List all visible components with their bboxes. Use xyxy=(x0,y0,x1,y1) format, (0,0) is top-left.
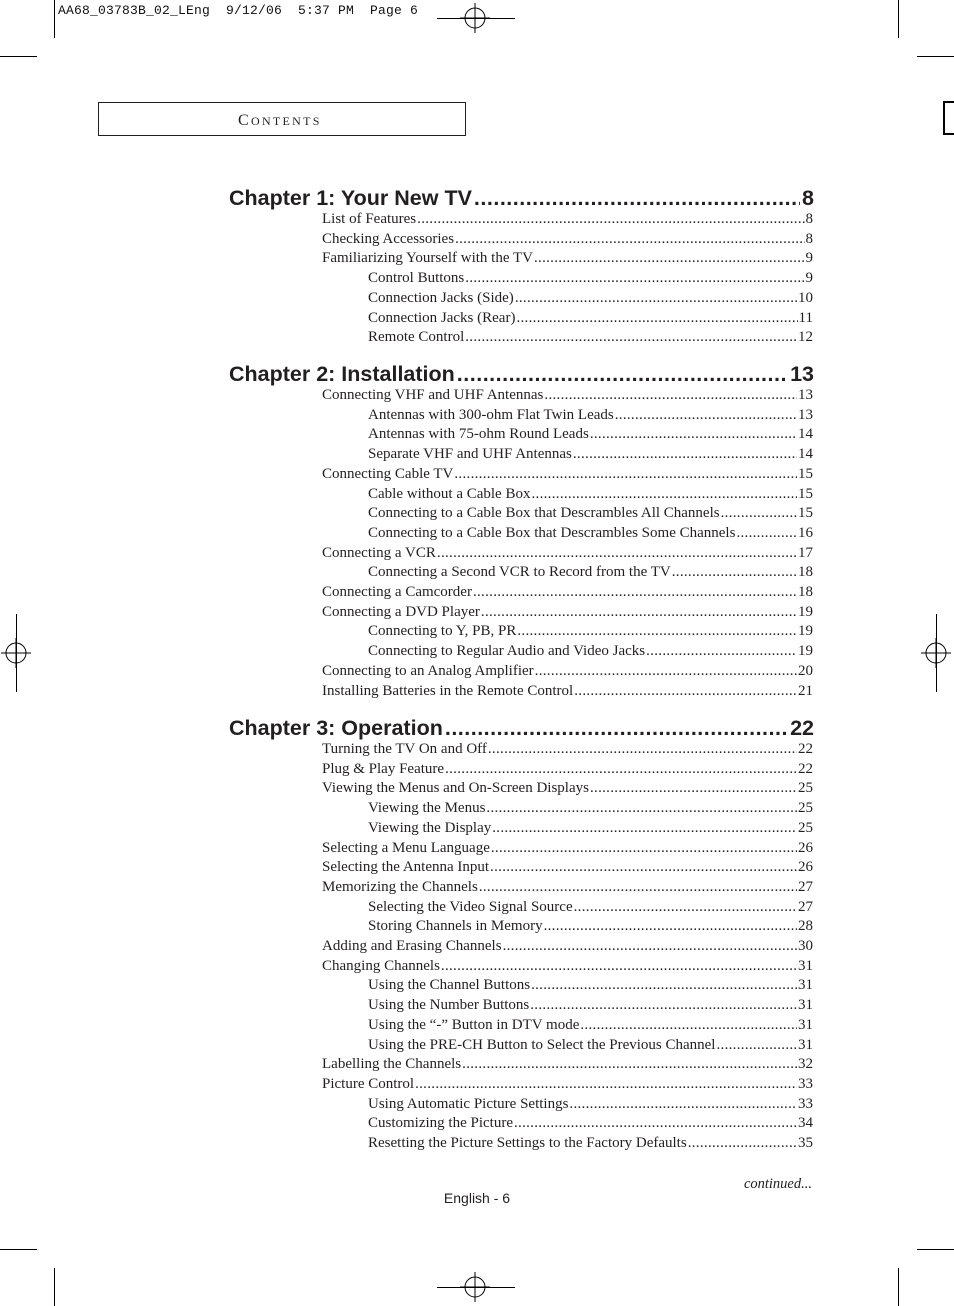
toc-entry-page: 19 xyxy=(798,643,813,660)
toc-entry xyxy=(368,405,813,424)
toc-entry-page: 15 xyxy=(798,485,813,502)
dot-leader xyxy=(569,1096,797,1113)
dot-leader xyxy=(514,1115,797,1132)
toc-entry xyxy=(322,582,813,601)
dot-leader xyxy=(672,564,797,581)
toc-entry-page: 27 xyxy=(798,898,813,915)
dot-leader xyxy=(488,741,797,758)
dot-leader xyxy=(457,362,788,387)
toc-entry-title: Connecting to a Cable Box that Descrambles Some Channels xyxy=(368,524,736,541)
crop-mark xyxy=(0,56,37,57)
crop-mark xyxy=(0,1249,37,1250)
toc-entry-page: 18 xyxy=(798,564,813,581)
toc-entry xyxy=(368,327,813,346)
toc-entry-title: Connecting Cable TV xyxy=(322,465,454,482)
dot-leader xyxy=(590,426,797,443)
chapter-title: Chapter 2: Installation xyxy=(229,362,455,386)
chapter-title: Chapter 3: Operation xyxy=(229,716,443,740)
dot-leader xyxy=(454,466,797,483)
toc-entry xyxy=(368,975,813,994)
toc-entry xyxy=(322,543,813,562)
dot-leader xyxy=(688,1135,797,1152)
toc-entry-title: Installing Batteries in the Remote Control xyxy=(322,682,574,699)
toc-entry-title: Resetting the Picture Settings to the Factory Defaults xyxy=(368,1135,687,1151)
toc-entry-title: Connecting a Camcorder xyxy=(322,584,472,600)
toc-entry xyxy=(322,936,813,955)
dot-leader xyxy=(491,840,797,857)
chapter-page: 8 xyxy=(802,186,814,210)
toc-entry-page: 31 xyxy=(798,1016,813,1033)
toc-entry-page: 20 xyxy=(798,662,813,679)
toc-entry xyxy=(322,602,813,621)
toc-entry-title: Using the Number Buttons xyxy=(368,997,530,1014)
toc-entry xyxy=(368,1133,813,1152)
toc-entry-page: 9 xyxy=(805,270,813,287)
toc-entry-title: Using the Channel Buttons xyxy=(368,977,531,994)
toc-entry-page: 31 xyxy=(798,977,813,994)
toc-entry-title: Connecting VHF and UHF Antennas xyxy=(322,387,544,403)
toc-entry-page: 35 xyxy=(798,1135,813,1151)
page-footer: English - 6 xyxy=(443,1190,511,1206)
chapter-heading xyxy=(229,715,814,741)
dot-leader xyxy=(580,1017,797,1034)
toc-entry-title: Connection Jacks (Rear) xyxy=(368,309,516,326)
toc-entry-title: Viewing the Menus xyxy=(368,800,486,817)
dot-leader xyxy=(515,290,797,307)
toc-entry-title: Viewing the Menus and On-Screen Displays xyxy=(322,780,589,797)
dot-leader xyxy=(534,250,805,267)
toc-entry-title: Checking Accessories xyxy=(322,230,455,247)
toc-entry-title: Separate VHF and UHF Antennas xyxy=(368,446,572,463)
toc-entry-page: 32 xyxy=(798,1056,813,1073)
toc-entry-title: Control Buttons xyxy=(368,270,465,287)
dot-leader xyxy=(531,977,797,994)
toc-entry-page: 25 xyxy=(798,819,813,836)
toc-entry-title: Changing Channels xyxy=(322,957,440,974)
dot-leader xyxy=(445,761,797,778)
dot-leader xyxy=(517,623,797,640)
dot-leader xyxy=(473,584,797,601)
dot-leader xyxy=(574,683,797,700)
toc-entry xyxy=(368,995,813,1014)
crop-mark xyxy=(898,0,899,38)
toc-entry xyxy=(368,1015,813,1034)
crop-mark xyxy=(16,614,17,692)
page-tab-marker xyxy=(943,101,954,135)
toc-entry-title: Connecting to an Analog Amplifier xyxy=(322,662,534,679)
toc-entry-page: 13 xyxy=(798,387,813,403)
toc-entry-title: Connecting to Y, PB, PR xyxy=(368,623,517,640)
toc-entry xyxy=(368,621,813,640)
contents-header-label: CONTENTS xyxy=(238,112,322,129)
toc-entry-page: 13 xyxy=(798,406,813,423)
toc-entry xyxy=(368,562,813,581)
toc-entry-title: Antennas with 300-ohm Flat Twin Leads xyxy=(368,406,614,423)
toc-entry-page: 26 xyxy=(798,839,813,856)
toc-entry-title: Connecting a VCR xyxy=(322,544,436,561)
toc-entry xyxy=(322,229,813,248)
crop-mark xyxy=(54,0,55,38)
toc-entry-page: 31 xyxy=(798,997,813,1014)
toc-entry xyxy=(368,268,813,287)
crop-mark xyxy=(437,18,515,19)
toc-entry-page: 19 xyxy=(798,603,813,620)
toc-entry-page: 11 xyxy=(798,309,813,326)
dot-leader xyxy=(503,938,797,955)
dot-leader xyxy=(465,329,797,346)
toc-entry-title: Adding and Erasing Channels xyxy=(322,938,502,954)
dot-leader xyxy=(455,231,804,248)
toc-entry-page: 25 xyxy=(798,780,813,797)
toc-entry xyxy=(322,778,813,797)
dot-leader xyxy=(481,604,797,621)
toc-entry-title: Using the “-” Button in DTV mode xyxy=(368,1016,580,1033)
contents-header-box xyxy=(98,102,466,136)
toc-entry xyxy=(368,641,813,660)
toc-entry xyxy=(368,288,813,307)
dot-leader xyxy=(415,1076,797,1093)
toc-entry-title: Antennas with 75-ohm Round Leads xyxy=(368,426,589,443)
toc-entry-title: Connecting a Second VCR to Record from the TV xyxy=(368,564,671,581)
toc-entry-title: Connecting a DVD Player xyxy=(322,603,480,620)
toc-entry xyxy=(368,444,813,463)
toc-entry xyxy=(368,798,813,817)
toc-entry-title: Plug & Play Feature xyxy=(322,760,445,777)
dot-leader xyxy=(590,780,797,797)
toc-entry-page: 15 xyxy=(798,505,813,522)
toc-entry-title: Customizing the Picture xyxy=(368,1115,513,1132)
toc-entry-title: Picture Control xyxy=(322,1075,415,1092)
toc-entry-page: 18 xyxy=(798,584,813,600)
toc-entry-page: 16 xyxy=(798,524,813,541)
dot-leader xyxy=(615,407,797,424)
dot-leader xyxy=(516,310,797,327)
continued-note: continued... xyxy=(743,1176,812,1192)
crop-mark xyxy=(437,1287,515,1288)
toc-entry-title: Familiarizing Yourself with the TV xyxy=(322,250,533,267)
toc-entry-page: 31 xyxy=(798,957,813,974)
toc-entry-page: 14 xyxy=(798,446,813,463)
dot-leader xyxy=(544,387,797,404)
toc-entry-title: Selecting the Antenna Input xyxy=(322,859,490,876)
chapter-page: 22 xyxy=(790,716,814,740)
crop-mark xyxy=(898,1268,899,1306)
toc-entry-title: Using Automatic Picture Settings xyxy=(368,1095,569,1112)
toc-entry-page: 25 xyxy=(798,800,813,817)
toc-entry-title: Viewing the Display xyxy=(368,819,492,836)
chapter-title: Chapter 1: Your New TV xyxy=(229,186,472,210)
dot-leader xyxy=(462,1056,797,1073)
toc-entry-title: Turning the TV On and Off xyxy=(322,741,487,757)
toc-entry-page: 8 xyxy=(805,230,813,247)
toc-entry-page: 26 xyxy=(798,859,813,876)
dot-leader xyxy=(417,211,804,228)
toc-entry xyxy=(322,759,813,778)
toc-entry-page: 21 xyxy=(798,682,813,699)
toc-entry-title: Connecting to Regular Audio and Video Jacks xyxy=(368,643,646,660)
dot-leader xyxy=(445,716,788,741)
toc-entry xyxy=(322,385,813,404)
dot-leader xyxy=(465,270,804,287)
dot-leader xyxy=(441,958,797,975)
toc-entry xyxy=(368,484,813,503)
toc-entry-page: 22 xyxy=(798,760,813,777)
print-slug-line: AA68_03783B_02_LEng 9/12/06 5:37 PM Page 6 xyxy=(58,3,419,18)
dot-leader xyxy=(437,545,797,562)
chapter-page: 13 xyxy=(790,362,814,386)
chapter-heading xyxy=(229,185,814,211)
toc-entry-page: 34 xyxy=(798,1115,813,1132)
toc-entry xyxy=(368,1035,813,1054)
toc-entry-page: 14 xyxy=(798,426,813,443)
toc-entry xyxy=(322,248,813,267)
toc-entry xyxy=(322,464,813,483)
toc-entry xyxy=(322,956,813,975)
dot-leader xyxy=(736,525,797,542)
toc-entry xyxy=(322,877,813,896)
dot-leader xyxy=(490,859,797,876)
toc-entry xyxy=(368,523,813,542)
toc-entry-page: 19 xyxy=(798,623,813,640)
toc-entry-page: 9 xyxy=(805,250,813,267)
dot-leader xyxy=(479,879,797,896)
toc-entry xyxy=(322,661,813,680)
toc-entry xyxy=(368,897,813,916)
toc-entry xyxy=(322,739,813,758)
toc-entry xyxy=(368,503,813,522)
toc-entry-page: 27 xyxy=(798,878,813,895)
toc-entry-title: Labelling the Channels xyxy=(322,1056,462,1073)
toc-entry-page: 17 xyxy=(798,544,813,561)
dot-leader xyxy=(474,186,800,211)
toc-entry-page: 33 xyxy=(798,1095,813,1112)
toc-entry-page: 33 xyxy=(798,1075,813,1092)
toc-entry xyxy=(368,424,813,443)
chapter-heading xyxy=(229,361,814,387)
toc-entry-title: Memorizing the Channels xyxy=(322,878,478,895)
dot-leader xyxy=(530,997,797,1014)
dot-leader xyxy=(721,505,797,522)
dot-leader xyxy=(574,899,797,916)
toc-entry xyxy=(322,1074,813,1093)
toc-entry-title: Selecting a Menu Language xyxy=(322,839,490,856)
toc-entry-title: Selecting the Video Signal Source xyxy=(368,898,573,915)
dot-leader xyxy=(486,800,797,817)
toc-entry xyxy=(322,838,813,857)
toc-entry-title: Connection Jacks (Side) xyxy=(368,289,514,306)
crop-mark xyxy=(917,56,954,57)
toc-entry-title: Using the PRE-CH Button to Select the Previous Channel xyxy=(368,1036,716,1053)
dot-leader xyxy=(492,820,797,837)
toc-entry-page: 22 xyxy=(798,741,813,757)
toc-entry-title: List of Features xyxy=(322,211,417,227)
toc-entry xyxy=(368,308,813,327)
dot-leader xyxy=(573,446,797,463)
dot-leader xyxy=(716,1037,797,1054)
toc-entry-page: 12 xyxy=(798,329,813,346)
crop-mark xyxy=(936,614,937,692)
dot-leader xyxy=(544,918,797,935)
toc-entry-page: 15 xyxy=(798,465,813,482)
toc-entry-page: 28 xyxy=(798,918,813,935)
dot-leader xyxy=(646,643,797,660)
toc-entry-title: Remote Control xyxy=(368,329,465,346)
toc-entry xyxy=(368,818,813,837)
toc-entry-page: 31 xyxy=(798,1036,813,1053)
toc-entry xyxy=(368,916,813,935)
toc-entry-page: 30 xyxy=(798,938,813,954)
toc-entry-page: 10 xyxy=(798,289,813,306)
toc-entry xyxy=(368,1094,813,1113)
toc-entry-page: 8 xyxy=(805,211,813,227)
toc-entry xyxy=(322,1054,813,1073)
dot-leader xyxy=(531,486,797,503)
toc-entry xyxy=(322,681,813,700)
toc-entry-title: Cable without a Cable Box xyxy=(368,485,531,502)
dot-leader xyxy=(535,663,797,680)
toc-entry xyxy=(322,857,813,876)
toc-entry xyxy=(322,209,813,228)
toc-entry-title: Storing Channels in Memory xyxy=(368,918,543,935)
toc-entry-title: Connecting to a Cable Box that Descrambles All Channels xyxy=(368,505,720,522)
crop-mark xyxy=(917,1249,954,1250)
crop-mark xyxy=(54,1268,55,1306)
toc-entry xyxy=(368,1113,813,1132)
